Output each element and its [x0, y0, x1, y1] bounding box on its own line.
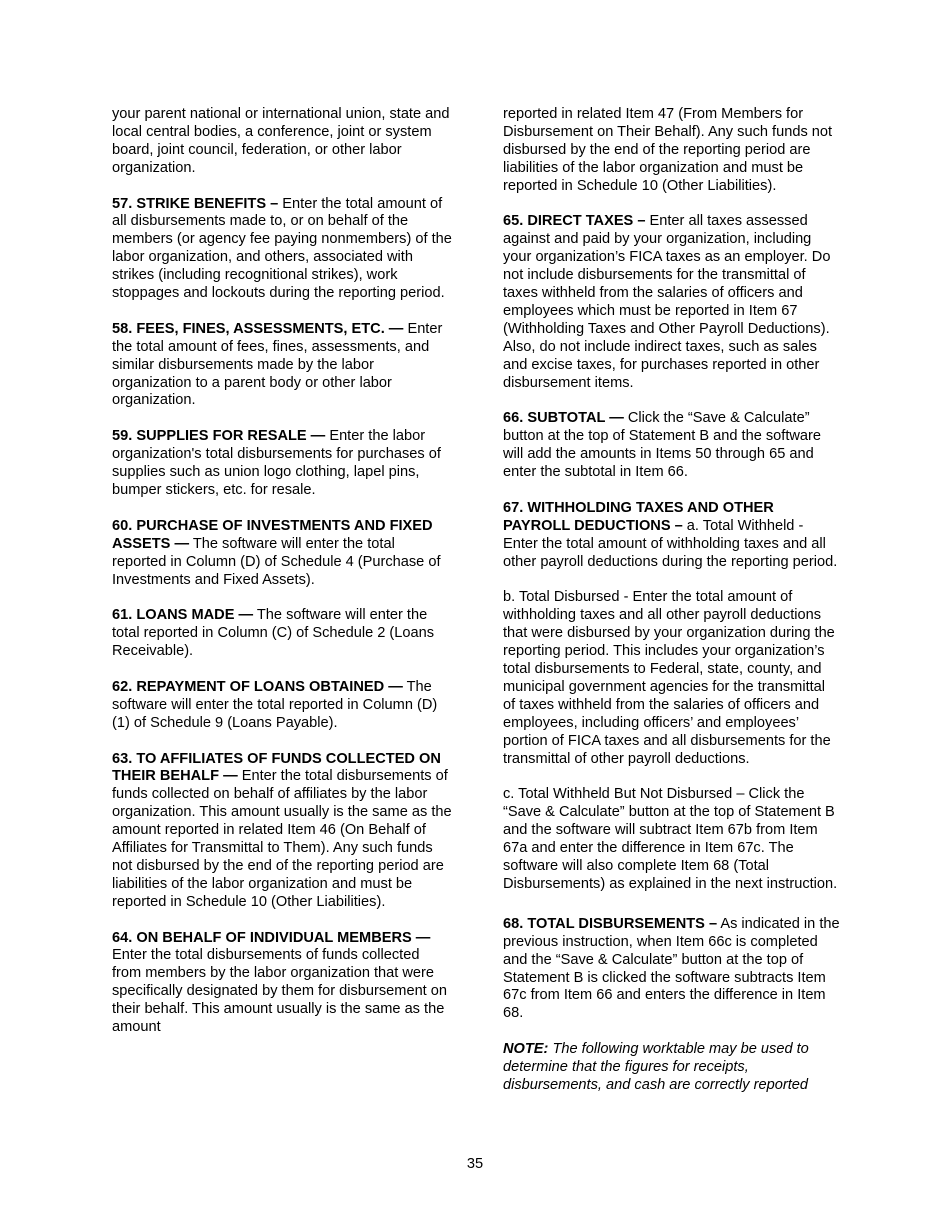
note-heading: NOTE: — [503, 1041, 549, 1058]
item-body: Enter the total amount of all disbursements made to, or on behalf of the members (or agency fee paying nonmembers) of the labor organization, and others, associated with strikes (including recognitional strikes), work stoppages and lockouts during the reporting period. — [112, 195, 452, 302]
item-67c-not-disbursed: c. Total Withheld But Not Disbursed – Click the “Save & Calculate” button at the top of Statement B and the software will subtract Item 67b from Item 67a and enter the difference in Item 67c. The software will also complete Item 68 (Total Disbursements) as explained in the next instruction. — [503, 786, 838, 892]
note-body: The following worktable may be used to determine that the figures for receipts, disbursements, and cash are correctly reported — [503, 1041, 809, 1093]
item-heading: 63. TO AFFILIATES OF FUNDS COLLECTED ON THEIR BEHALF — — [112, 750, 441, 785]
item-63-to-affiliates — [112, 751, 452, 912]
item-58-fees-fines — [112, 321, 452, 411]
item-heading: 59. SUPPLIES FOR RESALE — — [112, 428, 326, 445]
item-body: a. Total Withheld - Enter the total amount of withholding taxes and all other payroll deductions during the reporting period. — [503, 517, 838, 570]
item-body: Enter the labor organization's total disbursements for purchases of supplies such as union logo clothing, lapel pins, bumper stickers, etc. for resale. — [112, 428, 441, 498]
item-67b-total-disbursed: b. Total Disbursed - Enter the total amount of withholding taxes and all other payroll deductions that were disbursed by your organization during the reporting period. This includes your organization’s total disbursements to Federal, state, county, and municipal government agencies for the transmittal of taxes withheld from the salaries of officers and employees, including officers’ and employees’ portion of FICA taxes and all disbursements for the transmittal of other payroll deductions. — [503, 589, 835, 767]
item-heading: 58. FEES, FINES, ASSESSMENTS, ETC. — — [112, 320, 404, 337]
item-body: Enter the total disbursements of funds collected from members by the labor organization that were specifically designated by them for disbursement on their behalf. This amount usually is the same as the amount — [112, 947, 448, 1036]
note-paragraph — [503, 1041, 841, 1095]
item-body: As indicated in the previous instruction, when Item 66c is completed and the “Save & Calculate” button at the top of Statement B is clicked the software subtracts Item 67c from Item 66 and enters the difference in Item 68. — [503, 915, 840, 1022]
item-heading: 60. PURCHASE OF INVESTMENTS AND FIXED ASSETS — — [112, 517, 433, 552]
item-64-individual-members — [112, 930, 452, 1037]
item-57-strike-benefits — [112, 196, 452, 303]
item-body: The software will enter the total reported in Column (C) of Schedule 2 (Loans Receivable). — [112, 607, 435, 660]
item-heading: 67. WITHHOLDING TAXES AND OTHER PAYROLL DEDUCTIONS – — [503, 499, 774, 534]
item-body: Click the “Save & Calculate” button at the top of Statement B and the software will add the amounts in Items 50 through 65 and enter the subtotal in Item 66. — [503, 410, 822, 481]
left-column — [112, 106, 452, 1055]
item-heading: 57. STRIKE BENEFITS – — [112, 195, 279, 212]
item-56-continuation: your parent national or international union, state and local central bodies, a conference, joint or system board, joint council, federation, or other labor organization. — [112, 106, 450, 176]
item-heading: 62. REPAYMENT OF LOANS OBTAINED — — [112, 678, 403, 695]
item-body: The software will enter the total reported in Column (D) of Schedule 4 (Purchase of Investments and Fixed Assets). — [112, 535, 441, 588]
item-body: Enter the total amount of fees, fines, assessments, and similar disbursements made by the labor organization to a parent body or other labor organization. — [112, 320, 443, 409]
item-body: Enter all taxes assessed against and paid by your organization, including your organization’s FICA taxes as an employer. Do not include disbursements for the transmittal of taxes withheld from the salaries of officers and employees which must be reported in Item 67 (Withholding Taxes and Other Payroll Deductions). Also, do not include indirect taxes, such as sales and excise taxes, for purchases reported in other disbursement items. — [503, 213, 831, 391]
item-60-purchase-of-investments — [112, 518, 452, 590]
item-68-total-disbursements — [503, 916, 841, 1023]
right-column — [503, 106, 841, 1113]
item-64-continuation: reported in related Item 47 (From Members for Disbursement on Their Behalf). Any such funds not disbursed by the end of the reporting period are liabilities of the labor organization and must be reported in Schedule 10 (Other Liabilities). — [503, 106, 833, 194]
item-heading: 61. LOANS MADE — — [112, 607, 254, 624]
item-body: The software will enter the total reported in Column (D)(1) of Schedule 9 (Loans Payable). — [112, 678, 438, 731]
item-heading: 64. ON BEHALF OF INDIVIDUAL MEMBERS — — [112, 929, 431, 946]
item-heading: 66. SUBTOTAL — — [503, 410, 624, 427]
page-number: 35 — [466, 1156, 484, 1172]
item-heading: 65. DIRECT TAXES – — [503, 213, 646, 230]
item-67-withholding-taxes — [503, 500, 841, 572]
item-61-loans-made — [112, 607, 452, 661]
item-heading: 68. TOTAL DISBURSEMENTS – — [503, 915, 718, 932]
item-59-supplies-for-resale — [112, 428, 452, 500]
item-66-subtotal — [503, 410, 841, 482]
item-62-repayment-of-loans — [112, 679, 452, 733]
item-65-direct-taxes — [503, 213, 841, 392]
item-body: Enter the total disbursements of funds collected on behalf of affiliates by the labor organization. This amount usually is the same as the amount reported in related Item 46 (On Behalf of Affiliates for Transmittal to Them). Any such funds not disbursed by the end of the reporting period are liabilities of the labor organization and must be reported in Schedule 10 (Other Liabilities). — [112, 768, 452, 910]
